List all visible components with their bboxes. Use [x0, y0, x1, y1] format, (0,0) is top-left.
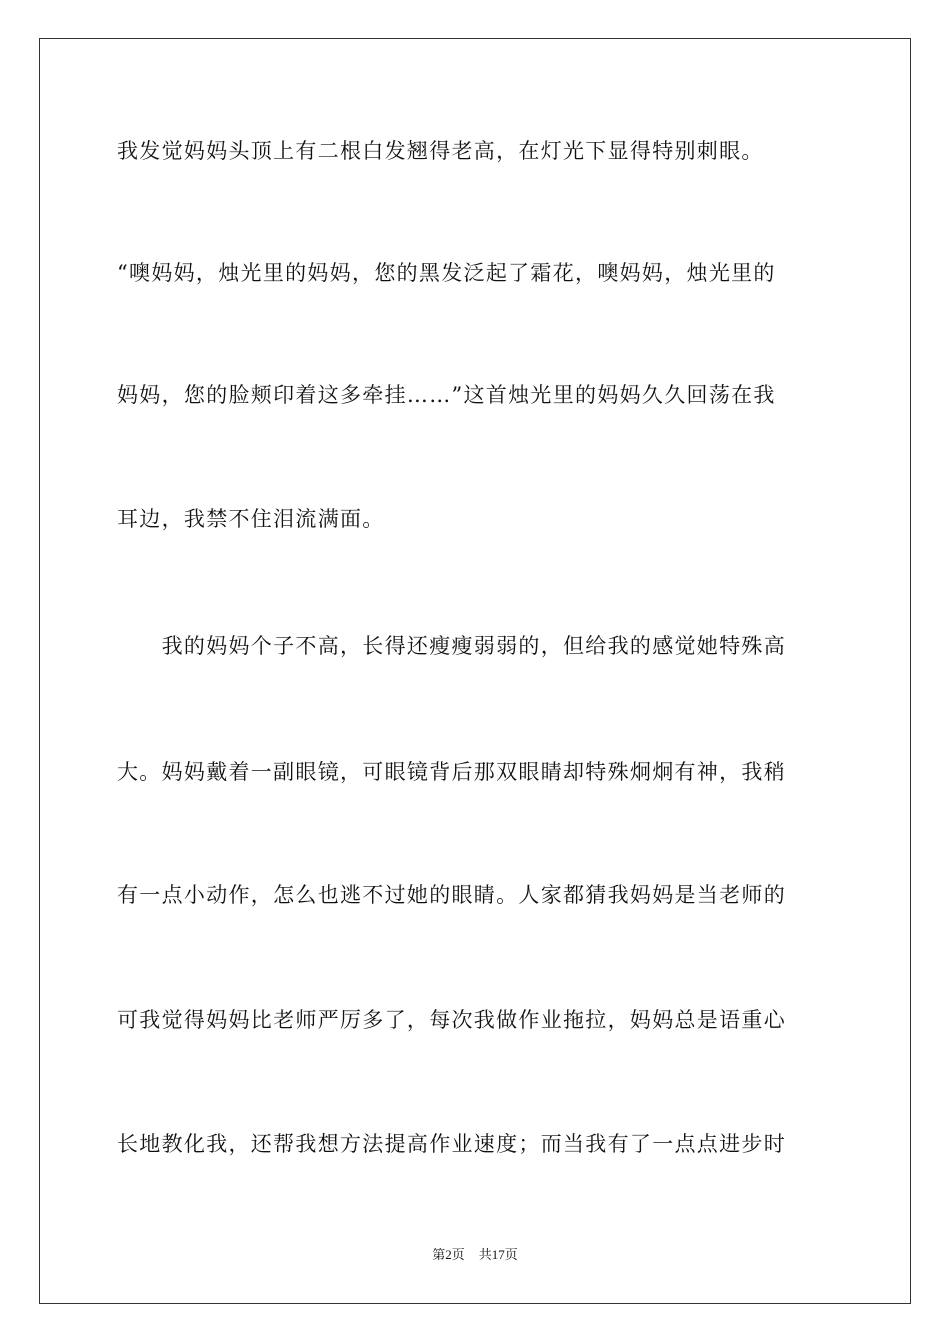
text-line: 长地教化我，还帮我想方法提高作业速度；而当我有了一点点进步时 [117, 1132, 786, 1156]
page-border [39, 38, 911, 1304]
text-line: 妈妈，您的脸颊印着这多牵挂……”这首烛光里的妈妈久久回荡在我 [117, 383, 776, 407]
text-line: 我的妈妈个子不高，长得还瘦瘦弱弱的，但给我的感觉她特殊高 [117, 634, 786, 658]
text-line: 大。妈妈戴着一副眼镜，可眼镜背后那双眼睛却特殊炯炯有神，我稍 [117, 760, 786, 784]
text-line: 有一点小动作，怎么也逃不过她的眼睛。人家都猜我妈妈是当老师的 [117, 883, 786, 907]
text-line: 我发觉妈妈头顶上有二根白发翘得老高，在灯光下显得特别刺眼。 [117, 139, 764, 163]
text-line: 可我觉得妈妈比老师严厉多了，每次我做作业拖拉，妈妈总是语重心 [117, 1008, 786, 1032]
page-number: 第2页 [432, 1247, 465, 1262]
page-total: 共17页 [478, 1247, 518, 1262]
text-line: 耳边，我禁不住泪流满面。 [117, 507, 385, 531]
text-line: “噢妈妈，烛光里的妈妈，您的黑发泛起了霜花，噢妈妈，烛光里的 [117, 261, 776, 285]
page-footer [0, 1246, 950, 1264]
